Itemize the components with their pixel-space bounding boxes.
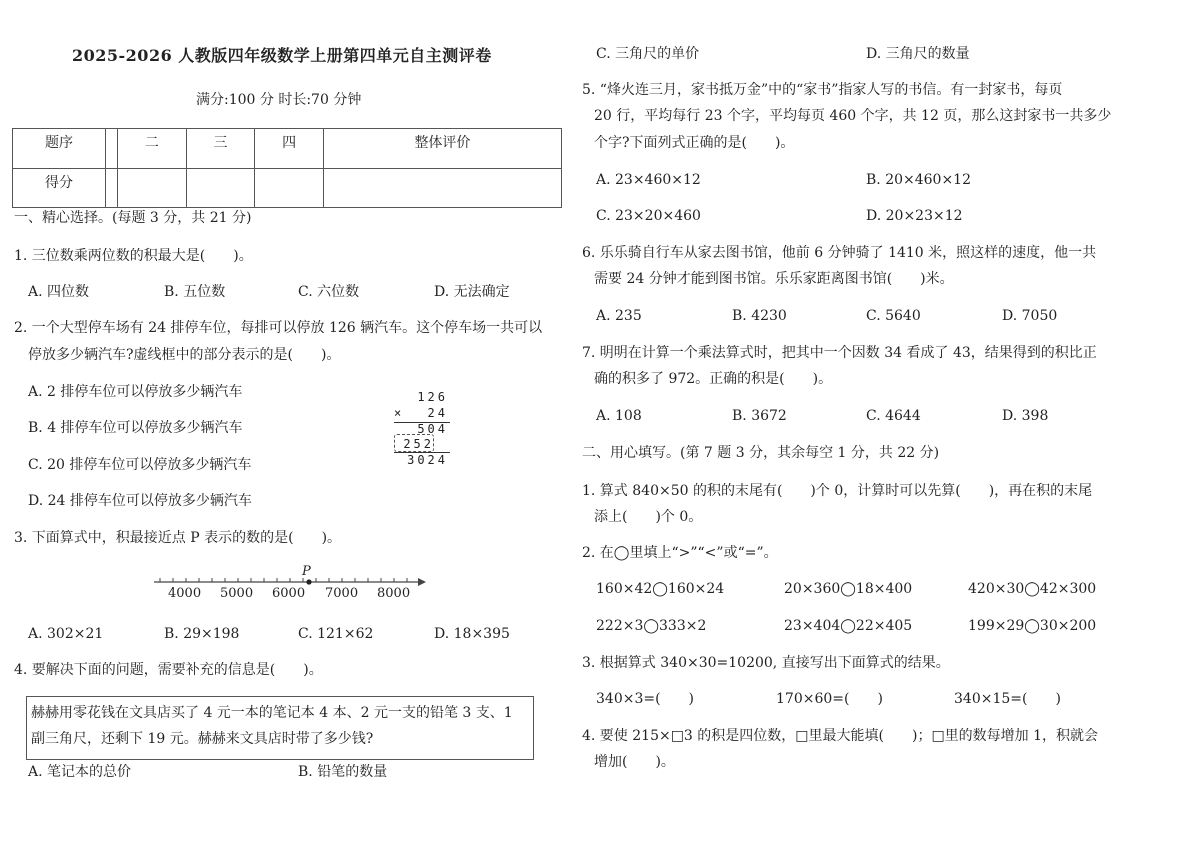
score-cell[interactable] [106, 168, 118, 208]
question-text: 5. “烽火连三月，家书抵万金”中的“家书”指家人写的书信。有一封家书，每页 [582, 82, 1063, 98]
option: A. 23×460×12 [596, 172, 701, 188]
option: B. 铅笔的数量 [298, 764, 388, 780]
tick-label: 4000 [168, 586, 202, 601]
option: D. 7050 [1002, 308, 1058, 324]
comparison-item[interactable]: 160×42◯160×24 [596, 581, 725, 597]
comparison-item[interactable]: 420×30◯42×300 [968, 581, 1097, 597]
calc-row: 126 [417, 390, 448, 404]
calc-row: 24 [427, 406, 448, 420]
table-cell: 整体评价 [323, 129, 561, 169]
comparison-item[interactable]: 23×404◯22×405 [784, 618, 913, 634]
score-table [12, 128, 562, 208]
question-text: 7. 明明在计算一个乘法算式时，把其中一个因数 34 看成了 43，结果得到的积比正 [582, 345, 1097, 361]
tick-label: 5000 [220, 586, 254, 601]
option: D. 三角尺的数量 [866, 46, 970, 62]
question-text: 6. 乐乐骑自行车从家去图书馆，他前 6 分钟骑了 1410 米，照这样的速度，他一共 [582, 245, 1097, 261]
option: C. 六位数 [298, 284, 360, 300]
option: D. 18×395 [434, 626, 510, 642]
option: C. 三角尺的单价 [596, 46, 700, 62]
question-text: 需要 24 分钟才能到图书馆。乐乐家距离图书馆( )米。 [594, 271, 954, 287]
question-text: 增加( )。 [594, 754, 675, 770]
option: C. 5640 [866, 308, 921, 324]
problem-text: 赫赫用零花钱在文具店买了 4 元一本的笔记本 4 本、2 元一支的铅笔 3 支、1 [31, 705, 513, 721]
calc-row: 504 [417, 422, 448, 436]
question-text: 2. 一个大型停车场有 24 排停车位，每排可以停放 126 辆汽车。这个停车场一共可以 [14, 320, 543, 336]
option: B. 五位数 [164, 284, 226, 300]
table-cell: 得分 [13, 168, 106, 208]
option: C. 23×20×460 [596, 208, 701, 224]
option: A. 302×21 [28, 626, 104, 642]
option: C. 121×62 [298, 626, 374, 642]
score-cell[interactable] [255, 168, 324, 208]
comparison-item[interactable]: 222×3◯333×2 [596, 618, 707, 634]
calc-row: 3024 [407, 453, 448, 467]
table-cell [106, 129, 118, 169]
problem-box [26, 696, 534, 760]
table-cell: 四 [255, 129, 324, 169]
score-cell[interactable] [118, 168, 187, 208]
question-text: 确的积多了 972。正确的积是( )。 [594, 371, 833, 387]
comparison-item[interactable]: 20×360◯18×400 [784, 581, 913, 597]
exam-info: 满分:100 分 时长:70 分钟 [196, 92, 362, 108]
score-table-header-row [13, 129, 562, 169]
option: A. 2 排停车位可以停放多少辆汽车 [28, 384, 243, 400]
score-cell[interactable] [323, 168, 561, 208]
option: B. 20×460×12 [866, 172, 971, 188]
option: D. 24 排停车位可以停放多少辆汽车 [28, 493, 252, 509]
option: A. 四位数 [28, 284, 90, 300]
question-text: 添上( )个 0。 [594, 509, 703, 525]
question-text: 4. 要使 215×□3 的积是四位数，□里最大能填( )；□里的数每增加 1，积就会 [582, 728, 1099, 744]
section-heading: 一、精心选择。(每题 3 分，共 21 分) [14, 210, 252, 226]
question-text: 个字?下面列式正确的是( )。 [594, 135, 795, 151]
fill-item[interactable]: 340×3=( ) [596, 691, 695, 707]
fill-item[interactable]: 170×60=( ) [776, 691, 883, 707]
page-title: 2025-2026 人教版四年级数学上册第四单元自主测评卷 [72, 46, 492, 65]
option: D. 无法确定 [434, 284, 510, 300]
tick-label: 7000 [325, 586, 359, 601]
option: B. 4230 [732, 308, 787, 324]
table-cell: 二 [118, 129, 187, 169]
option: C. 20 排停车位可以停放多少辆汽车 [28, 457, 252, 473]
calc-row: 252 [403, 437, 434, 451]
question-text: 20 行，平均每行 23 个字，平均每页 460 个字，共 12 页，那么这封家书一共多少 [594, 108, 1112, 124]
fill-item[interactable]: 340×15=( ) [954, 691, 1061, 707]
option: B. 29×198 [164, 626, 240, 642]
tick-label: 8000 [377, 586, 411, 601]
vertical-multiplication [388, 388, 452, 472]
question-text: 4. 要解决下面的问题，需要补充的信息是( )。 [14, 662, 323, 678]
times-sign: × [394, 406, 405, 420]
table-cell: 题序 [13, 129, 106, 169]
option: C. 4644 [866, 408, 921, 424]
point-p-label: P [302, 564, 311, 579]
score-cell[interactable] [186, 168, 255, 208]
number-line [150, 566, 430, 608]
question-text: 停放多少辆汽车?虚线框中的部分表示的是( )。 [28, 347, 341, 363]
option: A. 笔记本的总价 [28, 764, 132, 780]
problem-text: 副三角尺，还剩下 19 元。赫赫来文具店时带了多少钱? [31, 731, 374, 747]
question-text: 1. 三位数乘两位数的积最大是( )。 [14, 248, 253, 264]
option: B. 3672 [732, 408, 787, 424]
table-cell: 三 [186, 129, 255, 169]
option: B. 4 排停车位可以停放多少辆汽车 [28, 420, 243, 436]
question-text: 3. 根据算式 340×30=10200, 直接写出下面算式的结果。 [582, 655, 950, 671]
tick-label: 6000 [272, 586, 306, 601]
option: A. 108 [596, 408, 642, 424]
question-text: 1. 算式 840×50 的积的末尾有( )个 0，计算时可以先算( )，再在积的末尾 [582, 483, 1093, 499]
option: D. 398 [1002, 408, 1049, 424]
comparison-item[interactable]: 199×29◯30×200 [968, 618, 1097, 634]
question-text: 2. 在◯里填上“>”“<”或“=”。 [582, 545, 778, 561]
score-table-score-row [13, 168, 562, 208]
option: D. 20×23×12 [866, 208, 963, 224]
option: A. 235 [596, 308, 642, 324]
section-heading: 二、用心填写。(第 7 题 3 分，其余每空 1 分，共 22 分) [582, 445, 940, 461]
question-text: 3. 下面算式中，积最接近点 P 表示的数的是( )。 [14, 530, 342, 546]
